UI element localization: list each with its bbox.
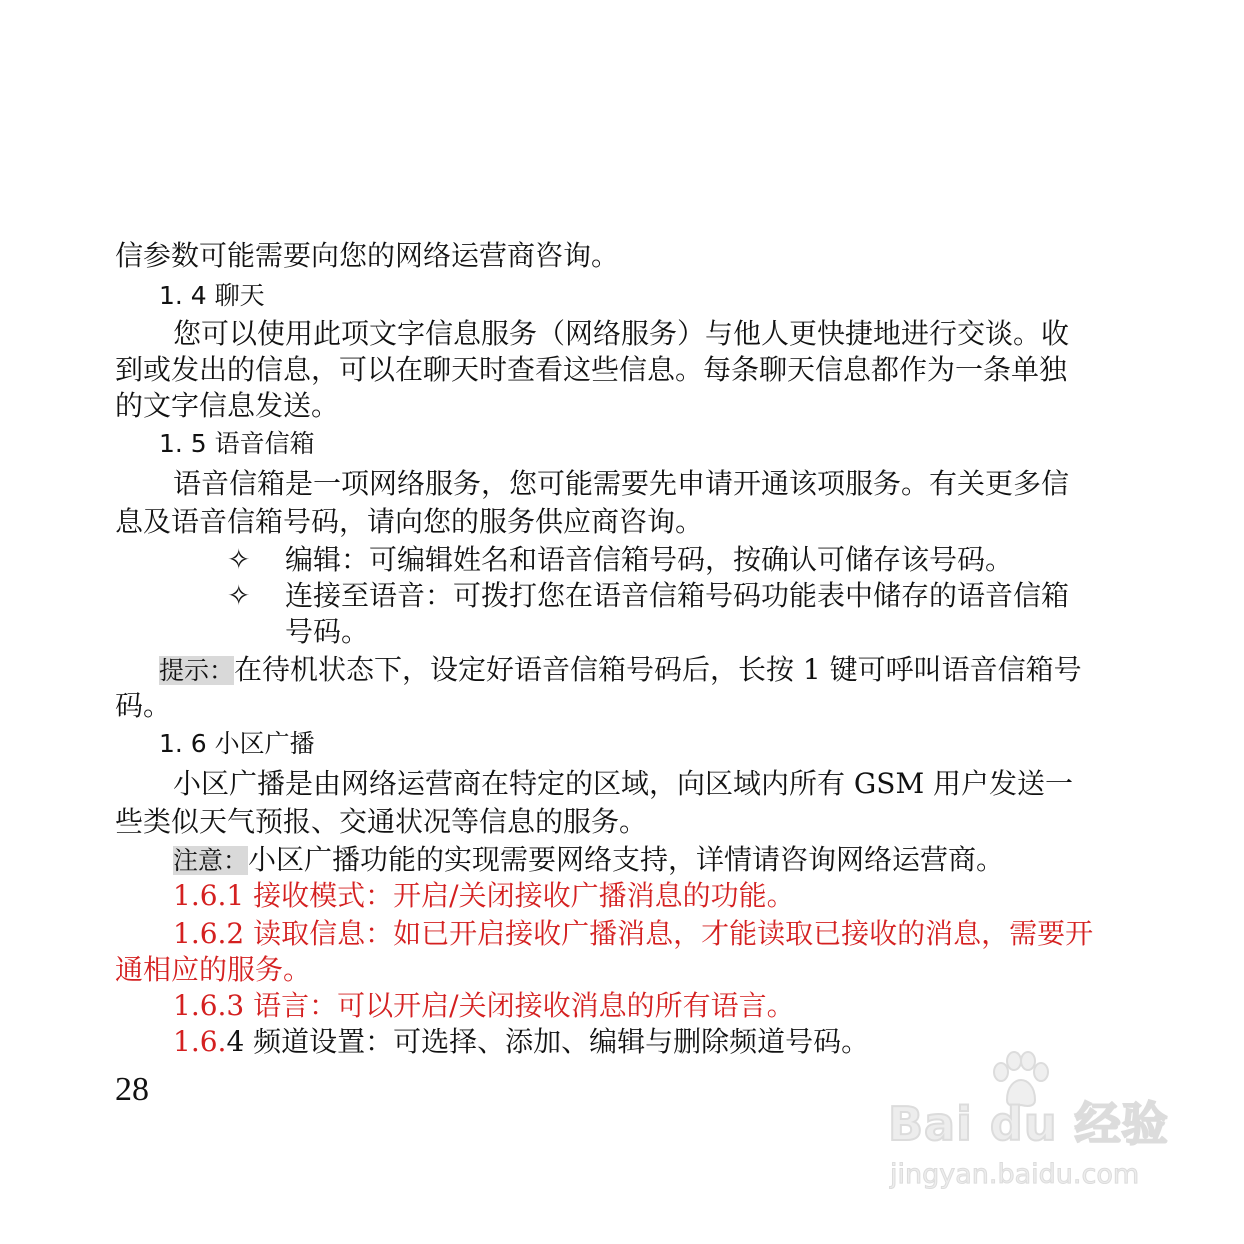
section-heading-1-4: 1. 4 聊天 (159, 281, 265, 310)
bullet-star-icon: ✧ (227, 579, 251, 612)
paragraph-line: 息及语音信箱号码，请向您的服务供应商咨询。 (115, 505, 704, 538)
tip-text: 在待机状态下，设定好语音信箱号码后，长按 1 键可呼叫语音信箱号 (234, 653, 1082, 686)
subsection-number-digit: 4 (226, 1025, 245, 1058)
watermark-brand: Bai du 经验 (888, 1097, 1169, 1151)
note-text: 小区广播功能的实现需要网络支持，详情请咨询网络运营商。 (248, 843, 1005, 876)
paragraph-line: 些类似天气预报、交通状况等信息的服务。 (115, 805, 648, 838)
paragraph-line: 小区广播是由网络运营商在特定的区域，向区域内所有 GSM 用户发送一 (173, 767, 1074, 800)
tip-line (159, 650, 1082, 690)
bullet-star-icon: ✧ (227, 543, 251, 576)
subsection-1-6-1: 1.6.1 接收模式：开启/关闭接收广播消息的功能。 (173, 879, 795, 912)
note-line (173, 840, 1004, 880)
paragraph-line: 语音信箱是一项网络服务，您可能需要先申请开通该项服务。有关更多信 (173, 467, 1070, 500)
bullet-text: 连接至语音：可拨打您在语音信箱号码功能表中储存的语音信箱 (285, 579, 1070, 612)
paragraph-line: 的文字信息发送。 (115, 389, 340, 422)
bullet-item (227, 540, 1013, 580)
subsection-number: 1.6. (173, 1025, 227, 1058)
watermark-url: jingyan.baidu.com (890, 1159, 1140, 1190)
paragraph-line: 您可以使用此项文字信息服务（网络服务）与他人更快捷地进行交谈。收 (173, 317, 1070, 350)
paragraph-line: 信参数可能需要向您的网络运营商咨询。 (115, 239, 620, 272)
bullet-text-continuation: 号码。 (285, 615, 370, 648)
subsection-1-6-4 (173, 1022, 869, 1062)
note-label: 注意： (173, 846, 249, 875)
baidu-watermark (880, 1050, 1180, 1200)
paragraph-line: 码。 (115, 689, 172, 722)
section-heading-1-5: 1. 5 语音信箱 (159, 429, 315, 458)
bullet-text: 编辑：可编辑姓名和语音信箱号码，按确认可储存该号码。 (285, 543, 1014, 576)
subsection-1-6-2: 1.6.2 读取信息：如已开启接收广播消息，才能读取已接收的消息，需要开 (173, 917, 1094, 950)
subsection-text: 频道设置：可选择、添加、编辑与删除频道号码。 (244, 1025, 870, 1058)
subsection-1-6-3: 1.6.3 语言：可以开启/关闭接收消息的所有语言。 (173, 989, 795, 1022)
paragraph-line: 到或发出的信息，可以在聊天时查看这些信息。每条聊天信息都作为一条单独 (115, 353, 1068, 386)
page-number: 28 (115, 1071, 149, 1108)
tip-label: 提示： (159, 656, 235, 685)
bullet-item (227, 576, 1069, 616)
section-heading-1-6: 1. 6 小区广播 (159, 729, 315, 758)
subsection-1-6-2-continuation: 通相应的服务。 (115, 953, 312, 986)
